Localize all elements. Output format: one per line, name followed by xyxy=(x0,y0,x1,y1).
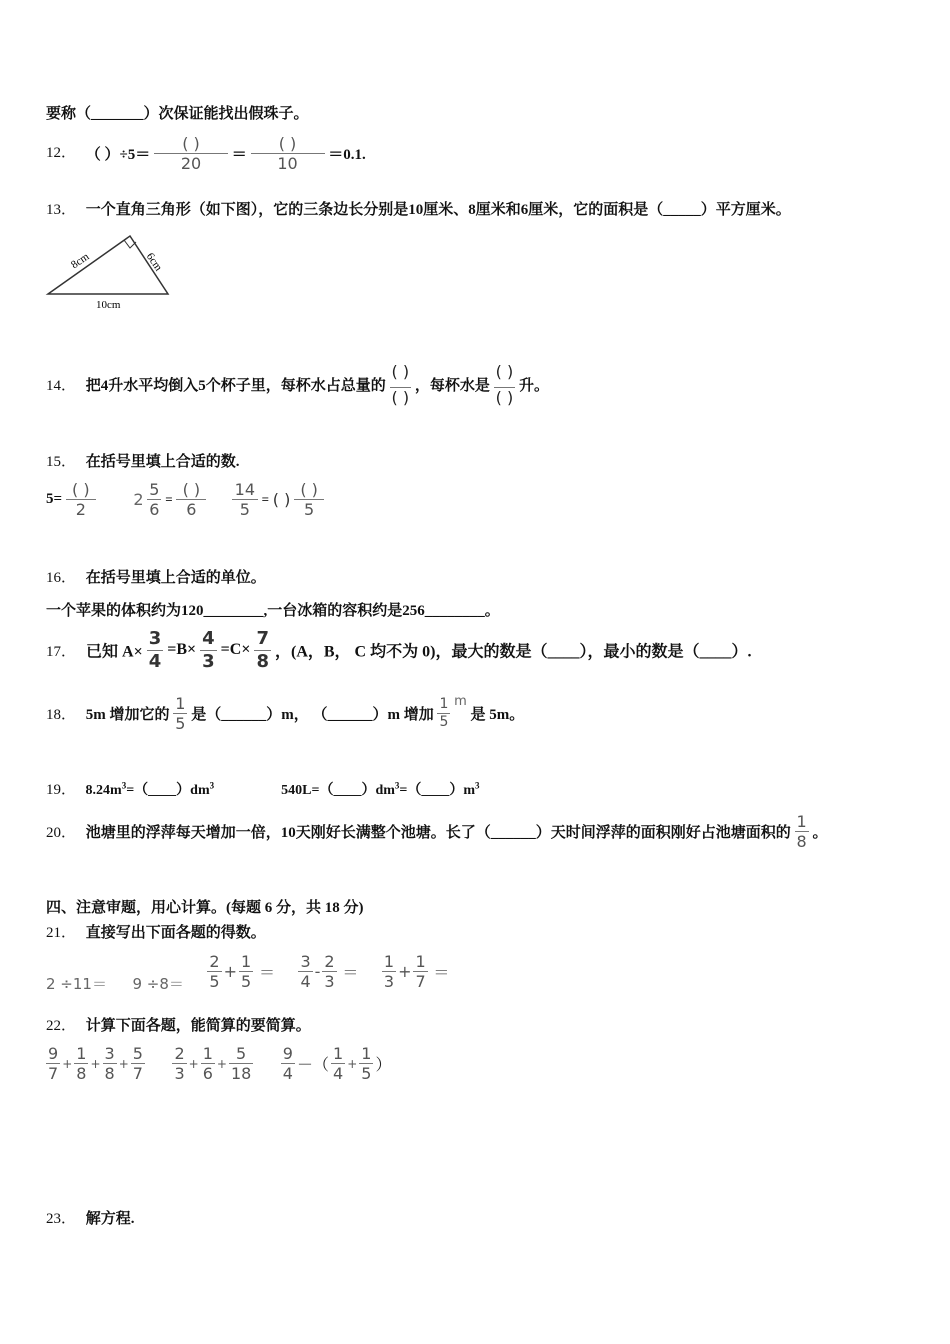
right-triangle-figure xyxy=(44,232,184,314)
question-19: 19． $8.24m^3=(\_\_\_\_)dm^3$ $540L=(\_\_\_\_)dm^3=(\_\_\_\_)m^3$ xyxy=(46,780,480,798)
fraction: $\frac{( )}{10}$ xyxy=(251,134,325,173)
fraction: $\frac{( )}{5}$ xyxy=(294,480,324,519)
fraction: $\frac{1}{4}$ xyxy=(333,1044,344,1084)
fraction: $\frac{1}{3}$ xyxy=(383,952,395,992)
fraction: $\frac{5}{18}$ xyxy=(230,1044,252,1084)
fraction: $\frac{1}{6}$ xyxy=(202,1044,213,1084)
question-17: 17． 已知 A× $\frac{3}{4}$ =B× $\frac{4}{3}$ =C× $\frac{7}{8}$ ，(A，B， C 均不为 0)，最大的数是（____），最小的数是（____）. xyxy=(46,628,752,672)
question-23: 23． 解方程. xyxy=(46,1211,135,1227)
fraction: $\frac{1}{7}$ xyxy=(415,952,426,992)
question-18: 18． 5m 增加它的 $\frac{1}{5}$ 是（______）m， （______）m 增加 $\frac{1}{5}$ m 是 5m。 xyxy=(46,694,525,734)
fraction: $\frac{14}{5}$ xyxy=(232,480,258,519)
fraction: $\frac{4}{3}$ xyxy=(202,628,215,672)
question-14: 14． 把4升水平均倒入5个杯子里，每杯水占总量的 $\frac{( )}{( )}$ ，每杯水是 $\frac{( )}{( )}$ 升。 xyxy=(46,362,549,408)
question-21-expressions: 2 ÷11＝ 9 ÷8＝ $\frac{2}{5}$ + $\frac{1}{5}$ ＝ $\frac{3}{4}$ - $\frac{2}{3}$ ＝ $\frac{1}{3}$ + $\frac{1}{7}$ ＝ xyxy=(46,952,450,994)
fraction: $\frac{5}{7}$ xyxy=(132,1044,143,1084)
fraction: $\frac{2}{3}$ xyxy=(174,1044,185,1084)
fraction: $\frac{9}{4}$ xyxy=(282,1044,293,1084)
question-15: 15． 在括号里填上合适的数. xyxy=(46,454,240,470)
fraction: $\frac{7}{8}$ xyxy=(256,628,269,672)
fraction-blank: $\frac{( )}{( )}$ xyxy=(495,362,514,408)
fraction: $\frac{1}{8}$ xyxy=(796,812,807,852)
fraction: $\frac{1}{5}$ xyxy=(361,1044,372,1084)
question-21: 21． 直接写出下面各题的得数。 xyxy=(46,925,266,941)
fraction: $\frac{( )}{6}$ xyxy=(176,480,206,519)
question-16-text: 一个苹果的体积约为120________,一台冰箱的容积约是256________。 xyxy=(46,603,500,619)
side-label-10cm: 10cm xyxy=(96,299,121,311)
fraction: $\frac{1}{8}$ xyxy=(76,1044,87,1084)
fraction: $\frac{1}{5}$ xyxy=(439,696,449,731)
question-13: 13． 一个直角三角形（如下图），它的三条边长分别是10厘米、8厘米和6厘米，它的面积是（_____）平方厘米。 xyxy=(46,202,791,218)
fraction: $\frac{3}{4}$ xyxy=(300,952,311,992)
fraction: $\frac{1}{5}$ xyxy=(241,952,252,992)
fraction-blank: $\frac{( )}{( )}$ xyxy=(391,362,410,408)
fraction: $\frac{( )}{2}$ xyxy=(66,480,96,519)
question-22-expressions: $\frac{9}{7}$ + $\frac{1}{8}$ + $\frac{3}{8}$ + $\frac{5}{7}$ $\frac{2}{3}$ + $\frac{1}{6}$ + $\frac{5}{18}$ $\frac{9}{4}$ －（ $\frac{1}{4}$ + $\frac{1}{5}$ ） xyxy=(48,1044,392,1084)
side-label-6cm: 6cm xyxy=(143,250,165,274)
fraction: $\frac{2}{5}$ xyxy=(209,952,220,992)
question-16: 16． 在括号里填上合适的单位。 xyxy=(46,570,266,586)
fraction: $\frac{( )}{20}$ xyxy=(154,134,228,173)
question-12: 12． （ ）÷5＝ $\frac{( )}{20}$ ＝ $\frac{( )}{10}$ ＝0.1. xyxy=(46,134,366,174)
fraction: $\frac{2}{3}$ xyxy=(324,952,335,992)
fraction: $\frac{9}{7}$ xyxy=(48,1044,59,1084)
question-20: 20． 池塘里的浮萍每天增加一倍，10天刚好长满整个池塘。长了（______）天时间浮萍的面积刚好占池塘面积的 $\frac{1}{8}$ 。 xyxy=(46,812,828,852)
fraction: $\frac{3}{8}$ xyxy=(104,1044,115,1084)
fraction: $\frac{5}{6}$ xyxy=(149,480,160,520)
side-label-8cm: 8cm xyxy=(69,250,92,272)
fraction: $\frac{3}{4}$ xyxy=(148,628,162,672)
question-15-items: 5= $\frac{( )}{2}$ 2 $\frac{5}{6}$ = $\frac{( )}{6}$ $\frac{14}{5}$ = ( ) $\frac{( )}{5}$ xyxy=(46,480,324,519)
question-22: 22． 计算下面各题，能简算的要简算。 xyxy=(46,1018,311,1034)
section-4-title: 四、注意审题，用心计算。(每题 6 分，共 18 分) xyxy=(46,900,364,916)
fraction: $\frac{1}{5}$ xyxy=(175,694,186,734)
q11-tail: 要称（_______）次保证能找出假珠子。 xyxy=(46,106,309,122)
